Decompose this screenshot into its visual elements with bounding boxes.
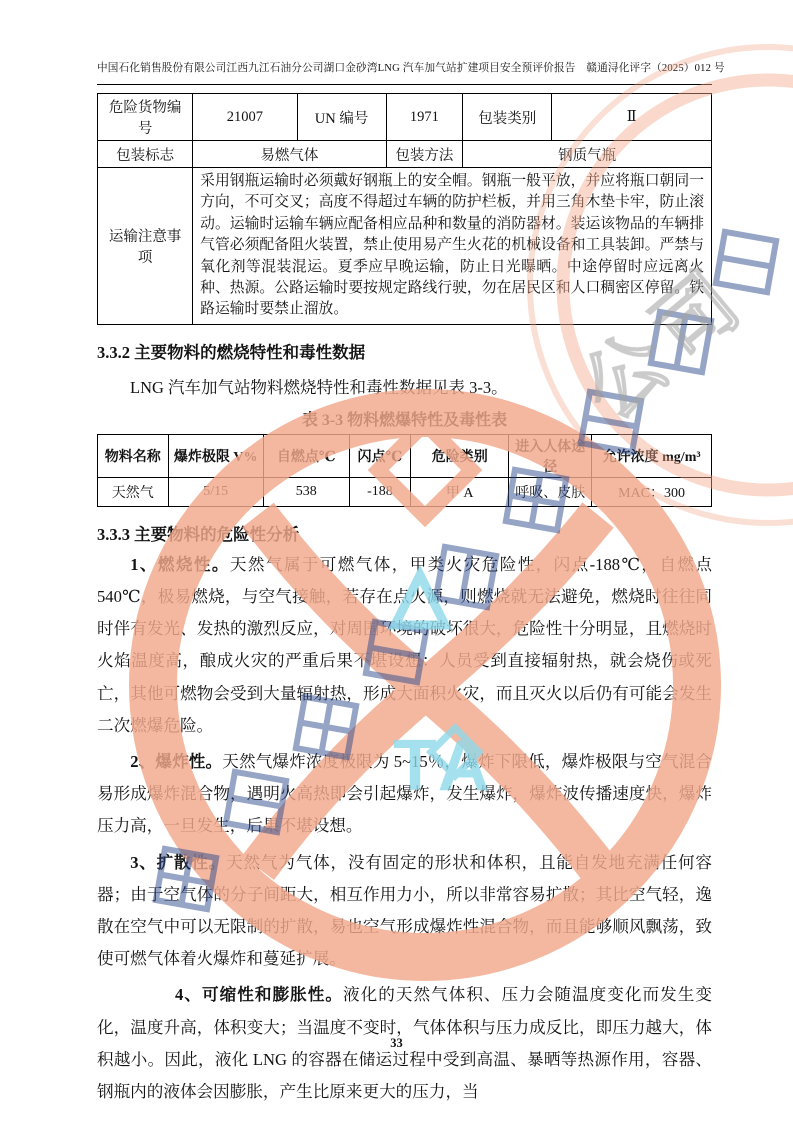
cell-material-name: 天然气 <box>98 477 169 506</box>
paragraph-diffusivity <box>97 847 712 976</box>
transport-info-table <box>97 93 712 325</box>
hazard-no-value: 21007 <box>193 94 297 141</box>
col-material-name: 物料名称 <box>98 434 169 477</box>
paragraph-lead: 4、可缩性和膨胀性。 <box>175 985 343 1005</box>
section-332-intro: LNG 汽车加气站物料燃烧特性和毒性数据见表 3-3。 <box>130 377 508 397</box>
hazard-no-label: 危险货物编号 <box>98 94 193 141</box>
section-heading-333: 3.3.3 主要物料的危险性分析 <box>97 524 300 544</box>
packing-class-label: 包装类别 <box>463 94 552 141</box>
paragraph-body: 天然气爆炸浓度极限为 5~15％，爆炸下限低，爆炸极限与空气混合易形成爆炸混合物，遇明火高热即会引起爆炸，发生爆炸，爆炸波传播速度快，爆炸压力高，一旦发生，后果不堪设想。 <box>97 752 713 836</box>
cell-allowed-concentration: MAC：300 <box>592 477 712 506</box>
hazard-analysis-text <box>97 549 712 1108</box>
col-entry-route: 进入人体途径 <box>509 434 592 477</box>
cell-hazard-class: 甲 A <box>411 477 509 506</box>
cell-flash-point: -188 <box>349 477 410 506</box>
packing-mark-value: 易燃气体 <box>193 141 386 168</box>
col-hazard-class: 危险类别 <box>411 434 509 477</box>
col-explosion-limit: 爆炸极限 V% <box>168 434 263 477</box>
transport-notes-text: 采用钢瓶运输时必须戴好钢瓶上的安全帽。钢瓶一般平放，并应将瓶口朝同一方向，不可交叉；高度不得超过车辆的防护栏板，并用三角木垫卡牢，防止滚动。运输时运输车辆应配备相应品种和数量的消防器材。装运该物品的车辆排气管必须配备阻火装置，禁止使用易产生火花的机械设备和工具装卸。严禁与氧化剂等混装混运。夏季应早晚运输，防止日光曝晒。中途停留时应远离火种、热源。公路运输时要按规定路线行驶，勿在居民区和人口稠密区停留。铁路运输时要禁止溜放。 <box>193 168 712 325</box>
table-row <box>98 477 712 506</box>
paragraph-lead: 2、爆炸性。 <box>130 752 223 772</box>
packing-class-value: Ⅱ <box>552 94 712 141</box>
table-row <box>98 94 712 141</box>
cell-entry-route: 呼吸、皮肤 <box>509 477 592 506</box>
paragraph-lead: 1、燃烧性。 <box>130 554 230 574</box>
page-content <box>97 0 725 1108</box>
paragraph-flammability <box>97 549 712 742</box>
packing-method-value: 钢质气瓶 <box>463 141 712 168</box>
page-number: 33 <box>390 1036 403 1050</box>
cyan-letters: TA <box>393 726 496 806</box>
transport-notes-label: 运输注意事项 <box>98 168 193 325</box>
document-header: 中国石化销售股份有限公司江西九江石油分公司湖口金砂湾LNG 汽车加气站扩建项目安全预评价报告 赣通浔化评字（2025）012 号 <box>97 60 712 85</box>
un-no-label: UN 编号 <box>297 94 386 141</box>
table-row <box>98 168 712 325</box>
table-header-row <box>98 434 712 477</box>
cell-autoignition: 538 <box>263 477 349 506</box>
packing-method-label: 包装方法 <box>386 141 463 168</box>
section-heading-332: 3.3.2 主要物料的燃烧特性和毒性数据 <box>97 342 366 362</box>
paragraph-body: 液化的天然气体积、压力会随温度变化而发生变化，温度升高，体积变大；当温度不变时，气体体积与压力成反比，即压力越大，体积越小。因此，液化 LNG 的容器在储运过程中受到高温、暴晒等热源作用，容器、钢瓶内的液体会因膨胀，产生比原来更大的压力，当 <box>97 985 713 1102</box>
packing-mark-label: 包装标志 <box>98 141 193 168</box>
col-flash-point: 闪点℃ <box>349 434 410 477</box>
paragraph-lead: 3、扩散性。 <box>130 852 227 872</box>
paragraph-body: 天然气属于可燃气体，甲类火灾危险性，闪点-188℃，自燃点 540℃，极易燃烧，与空气接触，若存在点火源，则燃烧就无法避免，燃烧时往往同时伴有发光、发热的激烈反应，对周围环境的破坏很大，危险性十分明显，且燃烧时火焰温度高，酿成火灾的严重后果不堪设想：人员受到直接辐射热，就会烧伤或死亡，其他可燃物会受到大量辐射热，形成大面积火灾，而且灭火以后仍有可能会发生二次燃爆危险。 <box>97 554 713 735</box>
gray-text-watermark: 公司 <box>567 250 765 437</box>
paragraph-explosiveness <box>97 746 712 843</box>
material-properties-table <box>97 434 712 507</box>
table-row <box>98 141 712 168</box>
paragraph-body: 天然气为气体，没有固定的形状和体积，且能自发地充满任何容器；由于空气体的分子间距大，相互作用力小，所以非常容易扩散；其比空气轻，逸散在空气中可以无限制的扩散，易也空气形成爆炸性混合物，而且能够顺风飘荡，致使可燃气体着火爆炸和蔓延扩展。 <box>97 852 713 969</box>
un-no-value: 1971 <box>386 94 463 141</box>
col-allowed-concentration: 允许浓度 mg/m³ <box>592 434 712 477</box>
col-autoignition: 自燃点℃ <box>263 434 349 477</box>
cell-explosion-limit: 5/15 <box>168 477 263 506</box>
table-3-3-caption: 表 3-3 物料燃爆特性及毒性表 <box>301 411 508 429</box>
